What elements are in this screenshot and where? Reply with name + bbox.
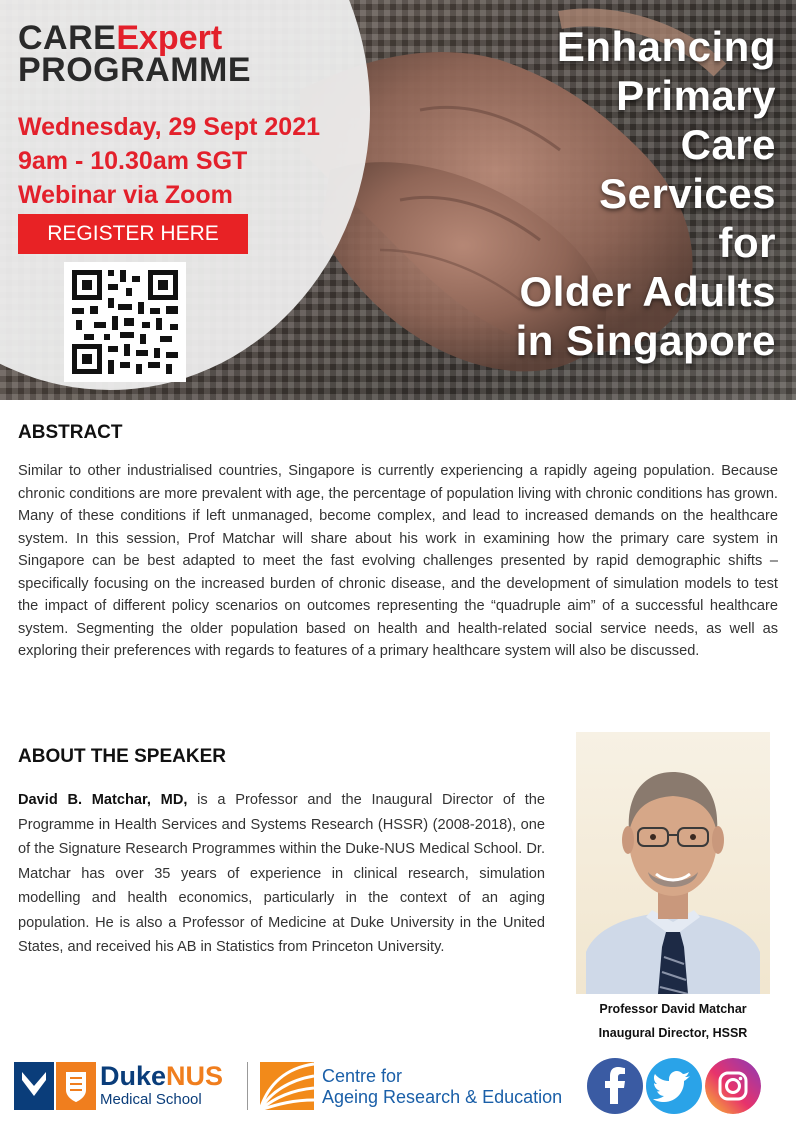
title-line: Services: [599, 170, 776, 217]
care-centre-logo-icon: [260, 1062, 314, 1110]
duke-nus-emblem-icon: [14, 1062, 96, 1110]
title-line: Older Adults: [519, 268, 776, 315]
care-centre-line2: Ageing Research & Education: [322, 1087, 563, 1107]
title-line: Enhancing: [556, 23, 776, 70]
facebook-icon[interactable]: [587, 1058, 643, 1114]
abstract-heading: ABSTRACT: [18, 422, 123, 443]
twitter-icon[interactable]: [646, 1058, 702, 1114]
care-centre-line1: Centre for: [322, 1066, 403, 1086]
title-line: Primary: [616, 72, 776, 119]
registration-qr-code[interactable]: [64, 262, 186, 382]
event-venue: Webinar via Zoom: [18, 181, 233, 209]
logo-programme-text: PROGRAMME: [18, 51, 252, 90]
speaker-caption-name: Professor David Matchar: [599, 1002, 747, 1016]
register-button[interactable]: REGISTER HERE: [18, 214, 248, 254]
speaker-bio: [18, 788, 545, 960]
webinar-title: [396, 22, 776, 365]
logo-expert-text: Expert: [116, 19, 223, 57]
duke-text: Duke: [100, 1061, 167, 1091]
event-details: [18, 110, 320, 212]
duke-nus-logo: [100, 1063, 223, 1107]
speaker-photo: [576, 732, 770, 994]
nus-text: NUS: [166, 1061, 224, 1091]
title-line: for: [718, 219, 776, 266]
event-time: 9am - 10.30am SGT: [18, 147, 248, 175]
title-line: in Singapore: [515, 317, 776, 364]
logo-care-text: CARE: [18, 19, 117, 57]
speaker-heading: ABOUT THE SPEAKER: [18, 746, 226, 767]
title-line: Care: [680, 121, 776, 168]
hero-banner: [0, 0, 796, 400]
footer-divider: [247, 1062, 248, 1110]
speaker-bio-text: is a Professor and the Inaugural Director of the Programme in Health Services and Systems Research (HSSR) (2008-2018), one of the Signature Research Programmes within the Duke-NUS Medical School. Dr. Matchar has over 35 years of experience in clinical research, simulation modelling and health economics, particularly in the context of an aging population. He is also a Professor of Medicine at Duke University in the United States, and received his AB in Statistics from Princeton University.: [18, 792, 545, 955]
carexpert-logo: [18, 19, 252, 90]
instagram-icon[interactable]: [705, 1058, 761, 1114]
speaker-caption-role: Inaugural Director, HSSR: [598, 1026, 748, 1040]
care-centre-text: [322, 1066, 562, 1108]
event-date: Wednesday, 29 Sept 2021: [18, 113, 321, 141]
speaker-name: David B. Matchar, MD,: [18, 792, 188, 808]
medical-school-text: Medical School: [100, 1091, 202, 1108]
abstract-body: Similar to other industrialised countries, Singapore is currently experiencing a rapidly ageing population. Because chronic conditions are more prevalent with age, the percentage of population living with chronic conditions has grown. Many of these conditions if left unmanaged, become complex, and lead to increased demands on the healthcare system. In this session, Prof Matchar will share about his work in examining how the primary care system in Singapore can be best adapted to meet the fast evolving challenges presented by rapid demographic shifts – specifically focusing on the increased burden of chronic disease, and the development of simulation models to test the impact of different policy scenarios on outcomes representing the “quadruple aim” of a successful healthcare system. Segmenting the older population based on health and health-related social service needs, as well as exploring their preferences with regards to features of a primary healthcare system will also be discussed.: [18, 463, 778, 659]
